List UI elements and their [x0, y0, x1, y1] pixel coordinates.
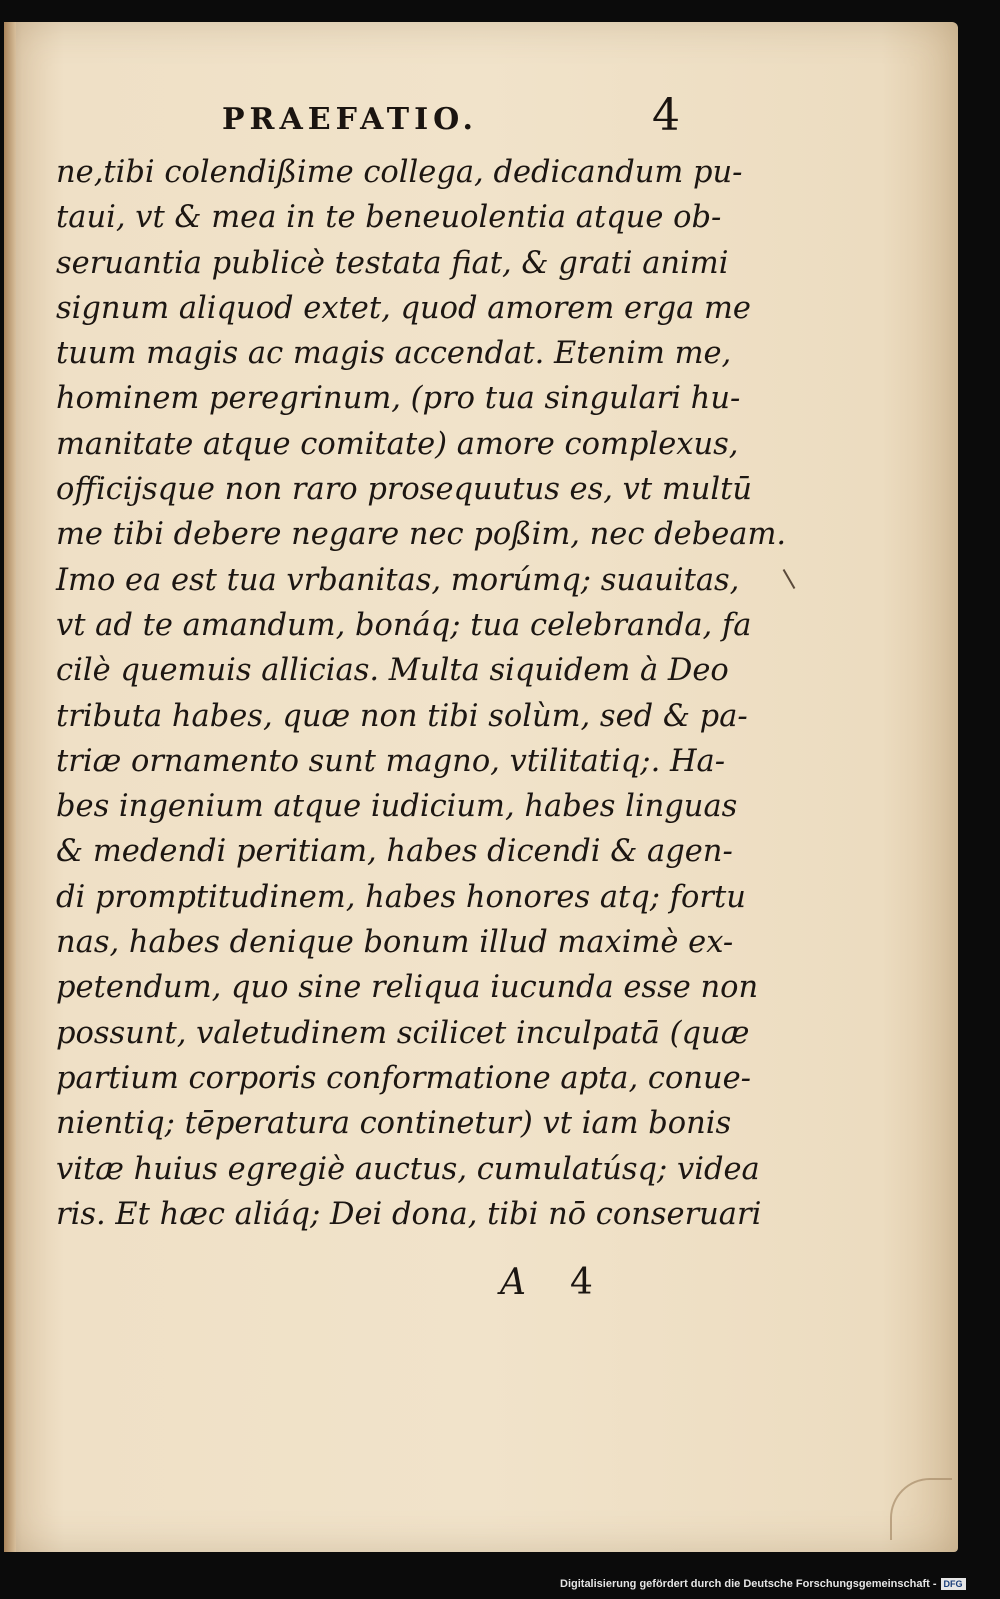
text-line: possunt, valetudinem scilicet inculpatā (quæ	[56, 1015, 750, 1051]
page-number: 4	[652, 90, 680, 141]
text-line: me tibi debere negare nec poßim, nec debeam.	[56, 517, 787, 553]
text-line: signum aliquod extet, quod amorem erga me	[56, 290, 751, 326]
text-line: nas, habes denique bonum illud maximè ex-	[56, 925, 734, 961]
text-line: seruantia publicè testata fiat, & grati animi	[56, 245, 729, 281]
text-line: tuum magis ac magis accendat. Etenim me,	[56, 336, 732, 372]
footer-credit-text: Digitalisierung gefördert durch die Deutsche Forschungsgemeinschaft -	[560, 1578, 937, 1590]
text-line: ris. Et hæc aliáq; Dei dona, tibi nō conseruari	[56, 1196, 762, 1232]
text-line: manitate atque comitate) amore complexus,	[56, 426, 739, 462]
text-line: cilè quemuis allicias. Multa siquidem à Deo	[56, 653, 729, 689]
running-head: PRAEFATIO.	[222, 102, 478, 137]
text-line: officijsque non raro prosequutus es, vt multū	[56, 472, 753, 508]
text-line: petendum, quo sine reliqua iucunda esse non	[56, 970, 759, 1006]
text-line: triæ ornamento sunt magno, vtilitatiq;. Ha-	[56, 743, 726, 779]
text-line: & medendi peritiam, habes dicendi & agen-	[56, 834, 733, 870]
body-text	[56, 150, 787, 1237]
text-line: di promptitudinem, habes honores atq; fortu	[56, 879, 746, 915]
signature-mark	[500, 1262, 593, 1303]
text-line: ne,tibi colendißime collega, dedicandum pu-	[56, 155, 743, 190]
footer-credit	[560, 1578, 970, 1590]
text-line: nientiq; tēperatura continetur) vt iam bonis	[56, 1106, 732, 1142]
page-gutter-edge	[4, 22, 16, 1552]
text-line: bes ingenium atque iudicium, habes linguas	[56, 789, 738, 825]
text-line: vt ad te amandum, bonáq; tua celebranda, fa	[56, 607, 752, 643]
text-line: taui, vt & mea in te beneuolentia atque ob-	[56, 200, 722, 236]
page-header	[222, 92, 722, 152]
text-line: Imo ea est tua vrbanitas, morúmq; suauitas,	[56, 562, 740, 598]
signature-letter: A	[500, 1262, 526, 1303]
text-line: partium corporis conformatione apta, conue-	[56, 1060, 751, 1096]
signature-number: 4	[570, 1262, 593, 1303]
dfg-logo: DFG	[941, 1578, 966, 1590]
text-line: vitæ huius egregiè auctus, cumulatúsq; videa	[56, 1151, 760, 1187]
text-line: tributa habes, quæ non tibi solùm, sed & pa-	[56, 698, 748, 734]
text-line: hominem peregrinum, (pro tua singulari hu-	[56, 381, 741, 417]
